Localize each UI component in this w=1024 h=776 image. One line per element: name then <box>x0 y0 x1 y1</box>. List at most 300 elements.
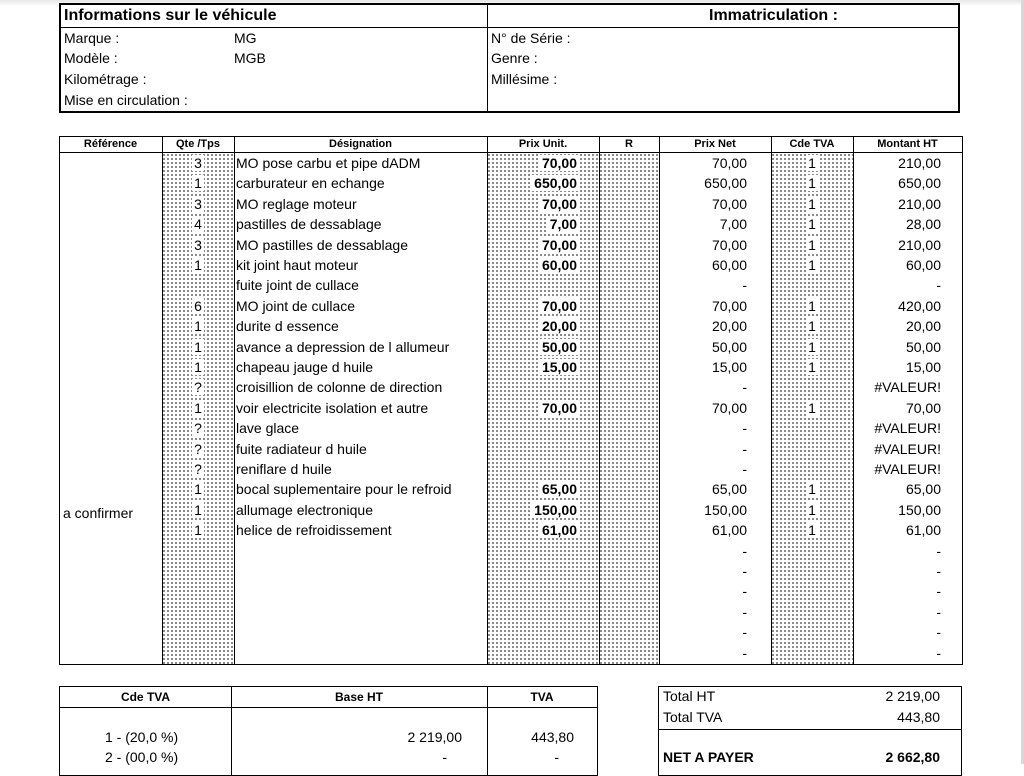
row-prix-unit-text: 50,00 <box>541 338 577 355</box>
header-reference: Référence <box>83 138 138 150</box>
row-prix-net-text: - <box>742 440 747 457</box>
row-cde-tva-text: 1 <box>808 216 816 233</box>
row-cde-tva <box>771 337 853 357</box>
row-montant-ht <box>853 173 941 193</box>
row-qte <box>162 173 234 193</box>
row-montant-ht <box>853 479 941 499</box>
net-a-payer-value: 2 662,80 <box>885 749 940 765</box>
tva-summary-table <box>59 686 598 776</box>
row-cde-tva-text: 1 <box>808 318 816 335</box>
row-prix-unit <box>487 520 579 540</box>
row-montant-ht <box>853 398 941 418</box>
row-qte-text: 3 <box>194 155 202 171</box>
row-prix-net-text: - <box>742 420 747 437</box>
row-prix-unit <box>487 581 579 601</box>
row-cde-tva-text: 1 <box>808 297 816 314</box>
row-montant-ht-text: #VALEUR! <box>874 420 941 437</box>
row-cde-tva <box>771 398 853 418</box>
row-cde-tva <box>771 439 853 459</box>
row-montant-ht <box>853 296 941 316</box>
genre-label: Genre : <box>491 50 538 66</box>
row-prix-net <box>659 439 747 459</box>
row-cde-tva <box>771 581 853 601</box>
row-montant-ht <box>853 622 941 642</box>
row-cde-tva <box>771 153 853 173</box>
row-montant-ht-text: - <box>936 563 941 579</box>
row-designation <box>236 418 486 438</box>
row-montant-ht-text: - <box>936 583 941 600</box>
totals-box <box>658 686 962 776</box>
row-designation <box>236 337 486 357</box>
row-cde-tva-text: 1 <box>808 481 816 498</box>
row-prix-unit <box>487 153 579 173</box>
row-montant-ht <box>853 337 941 357</box>
row-designation-text: lave glace <box>236 420 300 437</box>
row-cde-tva <box>771 459 853 479</box>
row-prix-unit-text: 70,00 <box>541 236 577 253</box>
row-prix-net <box>659 255 747 275</box>
row-cde-tva-text: 1 <box>808 359 816 375</box>
row-designation <box>236 398 486 418</box>
vehicle-divider-vertical <box>487 5 488 111</box>
row-designation-text: MO pastilles de dessablage <box>236 236 408 253</box>
row-prix-unit-text: 15,00 <box>541 359 577 375</box>
row-designation <box>236 459 486 479</box>
row-montant-ht-text: 650,00 <box>898 175 941 192</box>
row-montant-ht-text: 420,00 <box>898 297 941 314</box>
row-prix-net-text: - <box>742 624 747 641</box>
tva-header-base: Base HT <box>334 690 384 704</box>
tva-row-tva: - <box>554 749 559 765</box>
row-cde-tva <box>771 173 853 193</box>
row-prix-net-text: 15,00 <box>711 359 747 375</box>
row-prix-unit-text: 70,00 <box>541 399 577 416</box>
row-cde-tva-text: 1 <box>808 155 816 171</box>
row-montant-ht-text: 20,00 <box>905 318 941 335</box>
items-table <box>59 136 963 665</box>
row-qte <box>162 214 234 234</box>
row-montant-ht-text: - <box>936 277 941 294</box>
vehicle-info-box <box>59 3 960 113</box>
row-montant-ht <box>853 459 941 479</box>
row-montant-ht-text: 150,00 <box>898 501 941 518</box>
row-designation <box>236 194 486 214</box>
row-designation-text: croisillion de colonne de direction <box>236 379 443 396</box>
row-prix-unit <box>487 602 579 622</box>
row-qte <box>162 398 234 418</box>
row-qte-text: 1 <box>194 501 202 518</box>
row-prix-unit-text: 20,00 <box>541 318 577 335</box>
row-qte <box>162 459 234 479</box>
row-qte <box>162 275 234 295</box>
row-designation <box>236 316 486 336</box>
row-prix-unit <box>487 439 579 459</box>
row-qte <box>162 357 234 377</box>
row-designation <box>236 520 486 540</box>
row-prix-net-text: 7,00 <box>719 216 747 233</box>
row-prix-net <box>659 418 747 438</box>
row-cde-tva <box>771 275 853 295</box>
row-cde-tva <box>771 255 853 275</box>
row-designation <box>236 581 486 601</box>
row-prix-unit <box>487 500 579 520</box>
row-qte-text: 1 <box>194 257 202 273</box>
mise-en-circulation-label: Mise en circulation : <box>64 92 188 108</box>
row-designation-text: pastilles de dessablage <box>236 216 382 233</box>
row-designation-text: voir electricite isolation et autre <box>236 399 429 416</box>
row-prix-net <box>659 153 747 173</box>
row-prix-net <box>659 214 747 234</box>
row-qte <box>162 541 234 561</box>
row-prix-net-text: 650,00 <box>704 175 747 192</box>
row-montant-ht <box>853 439 941 459</box>
row-designation <box>236 173 486 193</box>
row-montant-ht-text: 60,00 <box>905 257 941 273</box>
row-cde-tva <box>771 214 853 234</box>
row-prix-net <box>659 459 747 479</box>
tva-header-code: Cde TVA <box>120 690 171 704</box>
row-prix-net-text: 150,00 <box>704 501 747 518</box>
row-cde-tva <box>771 500 853 520</box>
row-designation-text: allumage electronique <box>236 501 373 518</box>
total-ht-label: Total HT <box>663 688 716 704</box>
row-qte-text: 3 <box>194 195 202 212</box>
row-montant-ht-text: 65,00 <box>905 481 941 498</box>
row-cde-tva-text: 1 <box>808 175 816 192</box>
row-designation <box>236 214 486 234</box>
row-prix-unit <box>487 561 579 581</box>
row-montant-ht <box>853 153 941 173</box>
row-qte <box>162 153 234 173</box>
row-montant-ht <box>853 214 941 234</box>
row-cde-tva <box>771 235 853 255</box>
row-prix-unit <box>487 643 579 663</box>
row-montant-ht-text: #VALEUR! <box>874 461 941 477</box>
row-qte-text: 1 <box>194 399 202 416</box>
row-prix-unit-text: 61,00 <box>541 522 577 539</box>
modele-value: MGB <box>234 50 266 66</box>
row-prix-unit <box>487 214 579 234</box>
tva-header-tva: TVA <box>530 690 554 704</box>
row-montant-ht <box>853 235 941 255</box>
row-qte <box>162 500 234 520</box>
row-designation <box>236 377 486 397</box>
row-prix-unit-text: 65,00 <box>541 481 577 498</box>
row-montant-ht <box>853 194 941 214</box>
row-montant-ht-text: #VALEUR! <box>874 379 941 396</box>
header-r: R <box>625 138 633 150</box>
row-prix-net-text: 70,00 <box>711 195 747 212</box>
row-qte <box>162 643 234 663</box>
row-prix-net <box>659 520 747 540</box>
immatriculation-title: Immatriculation : <box>709 7 838 24</box>
millesime-label: Millésime : <box>491 71 558 87</box>
row-designation <box>236 275 486 295</box>
row-prix-unit-text: 60,00 <box>541 257 577 273</box>
row-prix-net <box>659 398 747 418</box>
row-prix-net <box>659 357 747 377</box>
net-a-payer-label: NET A PAYER <box>663 749 754 765</box>
row-cde-tva-text: 1 <box>808 522 816 539</box>
row-montant-ht <box>853 581 941 601</box>
row-cde-tva <box>771 194 853 214</box>
row-prix-unit-text: 7,00 <box>549 216 577 233</box>
row-prix-unit <box>487 316 579 336</box>
kilometrage-label: Kilométrage : <box>64 71 147 87</box>
row-qte-text: ? <box>194 461 202 477</box>
vehicle-divider-horizontal <box>61 27 958 28</box>
marque-value: MG <box>234 30 257 46</box>
row-cde-tva-text: 1 <box>808 399 816 416</box>
row-designation <box>236 643 486 663</box>
row-cde-tva <box>771 520 853 540</box>
tva-row-base: - <box>442 749 447 765</box>
tva-row-code: 1 - (20,0 %) <box>105 729 179 745</box>
row-prix-net-text: 50,00 <box>711 338 747 355</box>
row-prix-unit <box>487 275 579 295</box>
total-ht-value: 2 219,00 <box>885 688 940 704</box>
row-prix-net <box>659 377 747 397</box>
row-prix-unit <box>487 357 579 377</box>
row-prix-net <box>659 275 747 295</box>
row-designation-text: carburateur en echange <box>236 175 385 192</box>
row-montant-ht-text: 210,00 <box>898 155 941 171</box>
row-qte-text: 1 <box>194 359 202 375</box>
row-montant-ht-text: 61,00 <box>905 522 941 539</box>
row-cde-tva <box>771 316 853 336</box>
row-qte <box>162 235 234 255</box>
row-designation <box>236 500 486 520</box>
row-montant-ht-text: 210,00 <box>898 236 941 253</box>
vehicle-section-title: Informations sur le véhicule <box>64 7 277 24</box>
row-prix-unit <box>487 337 579 357</box>
row-cde-tva <box>771 418 853 438</box>
serie-label: N° de Série : <box>491 30 571 46</box>
row-cde-tva-text: 1 <box>808 257 816 273</box>
row-prix-unit <box>487 173 579 193</box>
total-tva-value: 443,80 <box>897 709 940 725</box>
row-qte <box>162 337 234 357</box>
row-prix-net-text: 20,00 <box>711 318 747 335</box>
row-prix-net <box>659 643 747 663</box>
header-prix-net: Prix Net <box>694 138 736 150</box>
row-designation-text: kit joint haut moteur <box>236 257 359 273</box>
row-prix-net <box>659 581 747 601</box>
row-qte-text: 1 <box>194 522 202 539</box>
row-designation-text: helice de refroidissement <box>236 522 392 539</box>
tva-row-code: 2 - (00,0 %) <box>105 749 179 765</box>
row-qte-text: 1 <box>194 318 202 335</box>
header-prix-unit: Prix Unit. <box>518 138 568 150</box>
row-prix-unit <box>487 235 579 255</box>
row-cde-tva <box>771 377 853 397</box>
row-montant-ht <box>853 500 941 520</box>
row-montant-ht <box>853 643 941 663</box>
row-designation-text: MO pose carbu et pipe dADM <box>236 155 421 171</box>
header-qte-tps: Qte /Tps <box>175 138 220 150</box>
row-montant-ht <box>853 520 941 540</box>
row-qte-text: 1 <box>194 175 202 192</box>
row-prix-net <box>659 500 747 520</box>
row-prix-net-text: - <box>742 583 747 600</box>
row-montant-ht-text: 210,00 <box>898 195 941 212</box>
row-prix-net-text: - <box>742 461 747 477</box>
total-tva-label: Total TVA <box>663 709 723 725</box>
row-cde-tva <box>771 622 853 642</box>
row-designation <box>236 439 486 459</box>
row-prix-unit <box>487 377 579 397</box>
reference-note: a confirmer <box>63 505 134 521</box>
row-qte-text: 6 <box>194 297 202 314</box>
row-prix-net-text: 70,00 <box>711 155 747 171</box>
row-cde-tva <box>771 296 853 316</box>
row-cde-tva <box>771 561 853 581</box>
row-prix-net-text: 60,00 <box>711 257 747 273</box>
row-qte <box>162 418 234 438</box>
row-designation-text: fuite joint de cullace <box>236 277 359 294</box>
row-montant-ht-text: 15,00 <box>905 359 941 375</box>
row-cde-tva-text: 1 <box>808 195 816 212</box>
row-prix-net <box>659 602 747 622</box>
row-designation-text: durite d essence <box>236 318 339 335</box>
tva-row-tva: 443,80 <box>531 729 574 745</box>
row-qte <box>162 479 234 499</box>
row-prix-unit <box>487 622 579 642</box>
row-prix-net-text: - <box>742 603 747 620</box>
row-designation <box>236 561 486 581</box>
row-montant-ht <box>853 357 941 377</box>
row-prix-unit <box>487 194 579 214</box>
row-qte <box>162 194 234 214</box>
row-cde-tva <box>771 643 853 663</box>
row-prix-net-text: - <box>742 542 747 559</box>
row-prix-net <box>659 296 747 316</box>
row-cde-tva <box>771 357 853 377</box>
modele-label: Modèle : <box>64 50 118 66</box>
row-montant-ht <box>853 377 941 397</box>
row-designation <box>236 255 486 275</box>
row-designation-text: avance a depression de l allumeur <box>236 338 450 355</box>
row-prix-net-text: 61,00 <box>711 522 747 539</box>
row-prix-net-text: - <box>742 379 747 396</box>
row-designation-text: MO reglage moteur <box>236 195 357 212</box>
row-designation-text: fuite radiateur d huile <box>236 440 367 457</box>
row-qte <box>162 581 234 601</box>
row-prix-unit-text: 70,00 <box>541 195 577 212</box>
row-montant-ht-text: - <box>936 542 941 559</box>
row-prix-unit <box>487 398 579 418</box>
row-montant-ht-text: - <box>936 624 941 641</box>
row-designation-text: bocal suplementaire pour le refroid <box>236 481 452 498</box>
row-montant-ht-text: 50,00 <box>905 338 941 355</box>
row-cde-tva <box>771 541 853 561</box>
row-qte <box>162 296 234 316</box>
row-designation <box>236 541 486 561</box>
row-montant-ht <box>853 255 941 275</box>
table-bottom-border <box>59 664 963 665</box>
row-montant-ht-text: - <box>936 644 941 661</box>
row-prix-net-text: 65,00 <box>711 481 747 498</box>
row-cde-tva-text: 1 <box>808 236 816 253</box>
row-prix-net-text: - <box>742 277 747 294</box>
header-montant-ht: Montant HT <box>877 138 938 150</box>
row-prix-unit-text: 150,00 <box>534 501 577 518</box>
row-designation-text: chapeau jauge d huile <box>236 359 374 375</box>
row-montant-ht-text: 28,00 <box>905 216 941 233</box>
row-cde-tva <box>771 479 853 499</box>
row-designation <box>236 357 486 377</box>
row-qte <box>162 439 234 459</box>
row-cde-tva <box>771 602 853 622</box>
row-prix-unit <box>487 255 579 275</box>
row-qte <box>162 561 234 581</box>
row-montant-ht-text: #VALEUR! <box>874 440 941 457</box>
row-prix-net-text: - <box>742 644 747 661</box>
row-montant-ht <box>853 602 941 622</box>
tva-row-base: 2 219,00 <box>407 729 462 745</box>
row-prix-net-text: 70,00 <box>711 399 747 416</box>
row-qte-text: 1 <box>194 481 202 498</box>
row-montant-ht <box>853 561 941 581</box>
row-designation <box>236 153 486 173</box>
header-designation: Désignation <box>329 138 392 150</box>
row-qte <box>162 377 234 397</box>
row-qte <box>162 520 234 540</box>
header-cde-tva: Cde TVA <box>789 138 835 150</box>
row-qte <box>162 316 234 336</box>
row-prix-net <box>659 479 747 499</box>
row-cde-tva-text: 1 <box>808 501 816 518</box>
row-prix-unit <box>487 541 579 561</box>
row-prix-unit <box>487 459 579 479</box>
row-designation <box>236 296 486 316</box>
row-prix-net <box>659 173 747 193</box>
row-designation <box>236 622 486 642</box>
row-prix-net <box>659 235 747 255</box>
row-prix-net <box>659 561 747 581</box>
row-qte <box>162 622 234 642</box>
row-prix-unit <box>487 479 579 499</box>
row-qte-text: ? <box>194 440 202 457</box>
row-prix-unit <box>487 418 579 438</box>
row-prix-net <box>659 194 747 214</box>
row-designation-text: reniflare d huile <box>236 461 332 477</box>
row-prix-net <box>659 316 747 336</box>
row-prix-unit-text: 70,00 <box>541 297 577 314</box>
row-designation <box>236 602 486 622</box>
row-montant-ht-text: 70,00 <box>905 399 941 416</box>
row-prix-net-text: 70,00 <box>711 297 747 314</box>
row-qte <box>162 602 234 622</box>
marque-label: Marque : <box>64 30 120 46</box>
row-montant-ht-text: - <box>936 603 941 620</box>
row-designation <box>236 479 486 499</box>
row-prix-net <box>659 337 747 357</box>
row-prix-unit-text: 70,00 <box>541 155 577 171</box>
row-prix-net <box>659 622 747 642</box>
row-prix-unit <box>487 296 579 316</box>
row-cde-tva-text: 1 <box>808 338 816 355</box>
row-qte <box>162 255 234 275</box>
row-qte-text: ? <box>194 379 202 396</box>
row-qte-text: 1 <box>194 338 202 355</box>
row-montant-ht <box>853 275 941 295</box>
row-qte-text: 4 <box>194 216 202 233</box>
row-montant-ht <box>853 541 941 561</box>
row-prix-net-text: 70,00 <box>711 236 747 253</box>
row-designation <box>236 235 486 255</box>
row-prix-net-text: - <box>742 563 747 579</box>
